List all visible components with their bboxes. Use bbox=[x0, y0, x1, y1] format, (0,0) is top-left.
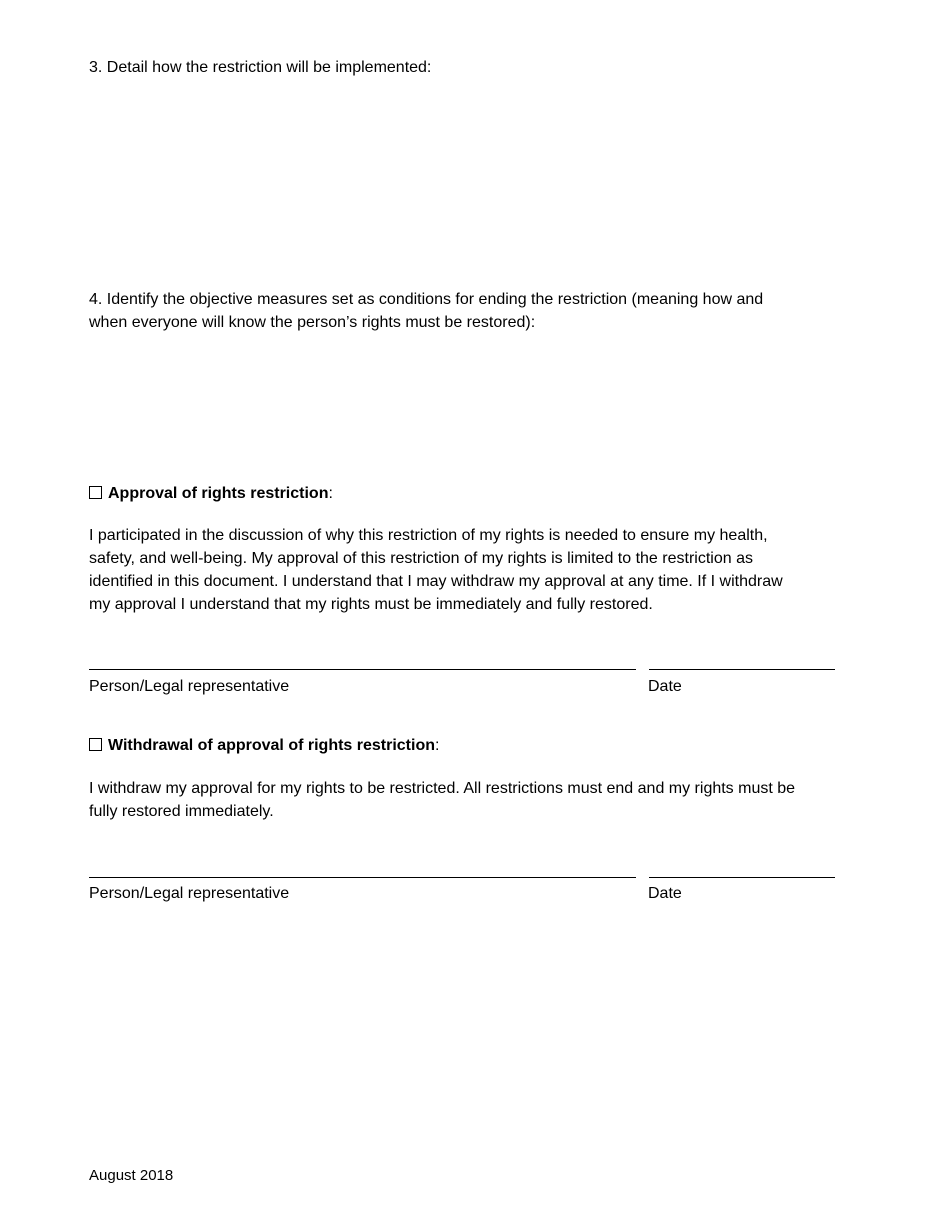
withdrawal-date-line[interactable] bbox=[649, 877, 835, 878]
withdrawal-signature-line[interactable] bbox=[89, 877, 636, 878]
withdrawal-heading bbox=[89, 734, 869, 757]
section-4-heading-line-1: 4. Identify the objective measures set as conditions for ending the restriction (meaning how and bbox=[89, 291, 764, 308]
approval-title: Approval of rights restriction bbox=[108, 485, 329, 502]
withdrawal-body-line-1: I withdraw my approval for my rights to be restricted. All restrictions must end and my rights must be bbox=[89, 780, 796, 797]
approval-checkbox[interactable] bbox=[89, 486, 102, 499]
withdrawal-body-line-2: fully restored immediately. bbox=[89, 803, 274, 820]
approval-signature-label: Person/Legal representative bbox=[89, 678, 290, 695]
approval-colon: : bbox=[328, 485, 333, 502]
approval-body-line-1: I participated in the discussion of why this restriction of my rights is needed to ensure my health, bbox=[89, 527, 768, 544]
withdrawal-checkbox[interactable] bbox=[89, 738, 102, 751]
withdrawal-title: Withdrawal of approval of rights restriction bbox=[108, 737, 435, 754]
approval-body-line-3: identified in this document. I understand that I may withdraw my approval at any time. If I withdraw bbox=[89, 573, 783, 590]
approval-heading bbox=[89, 482, 869, 505]
withdrawal-colon: : bbox=[435, 737, 440, 754]
approval-date-line[interactable] bbox=[649, 669, 835, 670]
section-4-heading-line-2: when everyone will know the person’s rights must be restored): bbox=[89, 314, 536, 331]
section-3-heading: 3. Detail how the restriction will be implemented: bbox=[89, 59, 432, 76]
approval-signature-line[interactable] bbox=[89, 669, 636, 670]
approval-date-label: Date bbox=[648, 678, 682, 695]
approval-body-line-4: my approval I understand that my rights must be immediately and fully restored. bbox=[89, 596, 653, 613]
withdrawal-signature-label: Person/Legal representative bbox=[89, 885, 290, 902]
withdrawal-date-label: Date bbox=[648, 885, 682, 902]
footer-date: August 2018 bbox=[89, 1167, 174, 1184]
approval-body-line-2: safety, and well-being. My approval of this restriction of my rights is limited to the restriction as bbox=[89, 550, 753, 567]
